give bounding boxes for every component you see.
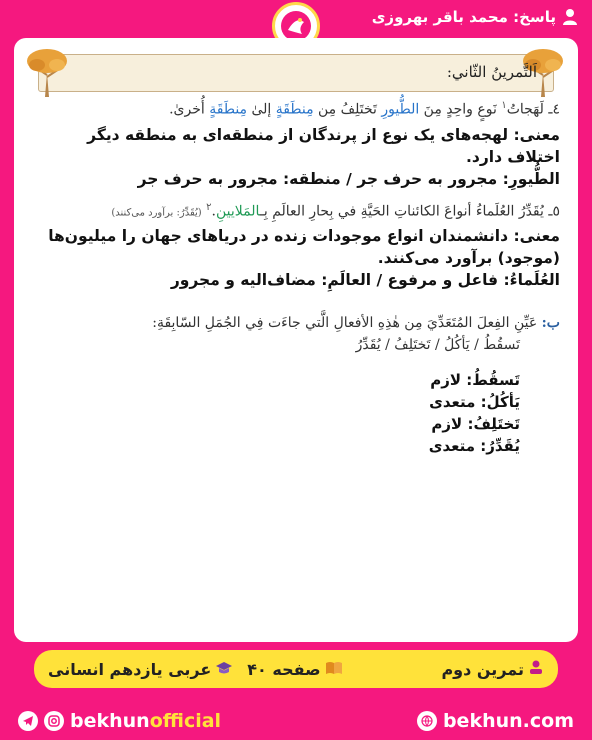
q4-text-part: نَوعٍ واحِدٍ مِنَ	[419, 101, 502, 118]
lesson-info	[441, 659, 544, 679]
highlighted-word: مِنطَقَةٍ	[209, 101, 248, 118]
q5-text-part: .	[211, 203, 216, 220]
question-number: ٥ـ	[548, 203, 560, 220]
exercise-content	[32, 100, 560, 457]
q4-text-part: تَختَلِفُ مِن	[313, 101, 382, 118]
user-icon	[562, 8, 578, 26]
website-link[interactable]	[417, 710, 574, 732]
question-number: ٤ـ	[548, 101, 560, 118]
question-5-meaning: معنی: دانشمندان انواع موجودات زنده در دریاهای جهان را میلیون‌ها (موجود) برآورد می‌کنند.	[48, 227, 560, 268]
book-info	[48, 660, 233, 679]
answer-item: تَختَلِفُ: لازم	[431, 415, 520, 434]
question-4-meaning: معنی: لهجه‌های یک نوع از پرندگان از منطقه‌ای به منطقه دیگر اختلاف دارد.	[87, 125, 560, 166]
q4-text-part: إلیٰ	[247, 101, 276, 118]
highlighted-word: مِنطَقَةٍ	[275, 101, 314, 118]
highlighted-word: الطُّیورِ	[381, 101, 420, 118]
footnote-marker: ۱	[501, 100, 507, 111]
question-4-arabic	[32, 100, 560, 118]
social-prefix: bekhun	[70, 710, 150, 732]
answer-item: یُقَدِّرُ: متعدی	[428, 437, 520, 456]
lesson-label: تمرین دوم	[441, 659, 524, 679]
social-handle-text	[70, 710, 221, 732]
part-b-label: ب:	[541, 315, 560, 332]
author-text: پاسخ: محمد باقر بهروزی	[371, 8, 556, 26]
answer-author	[372, 8, 578, 26]
page-book-group	[48, 660, 343, 679]
exercise-title: اَلتَّمرینُ الثّاني:	[446, 63, 537, 81]
social-handle[interactable]	[18, 710, 221, 732]
footer-bar	[34, 650, 558, 688]
answer-item: تَسقُطُ: لازم	[430, 371, 520, 390]
page-info	[247, 660, 342, 679]
page-label: صفحه ۴٠	[247, 659, 321, 679]
top-header	[0, 0, 592, 38]
footnote-text: (یُقَدِّرُ: برآورد می‌کنند)	[111, 207, 202, 219]
part-b-question-text: عَیِّنِ الفِعلَ المُتَعَدِّيَ مِن هٰذِهِ الأفعالِ الَّتي جاءَت فِي الجُمَلِ السّابِقَةِ:	[152, 315, 538, 332]
part-b-question	[32, 315, 560, 331]
footnote-marker: ۲	[206, 201, 212, 213]
graduation-cap-icon	[215, 660, 233, 679]
person-icon	[528, 659, 544, 679]
q5-text-part: یُقَدِّرُ العُلَماءُ أنواعَ الکائناتِ الحَیَّةِ في بِحارِ العالَمِ بِـ	[259, 203, 544, 220]
verbs-list: تَسقُطُ / یَأکُلُ / تَختَلِفُ / یُقَدِّرُ	[355, 337, 520, 354]
question-4-analysis: الطُّیورِ: مجرور به حرف جر / منطقه: مجرور به حرف جر	[137, 169, 560, 188]
content-card	[14, 38, 578, 642]
telegram-icon[interactable]	[18, 711, 38, 731]
answer-item: یَأکُلُ: متعدی	[429, 393, 520, 412]
social-suffix: official	[149, 710, 222, 732]
q4-text-part: أُخریٰ.	[169, 101, 210, 118]
globe-icon	[417, 711, 437, 731]
answers-list	[32, 369, 560, 457]
book-label: عربی یازدهم انسانی	[48, 659, 212, 679]
exercise-title-bar	[38, 54, 554, 92]
question-5-arabic	[32, 202, 560, 220]
highlighted-word: المَلایینِ	[215, 203, 260, 220]
book-icon	[325, 660, 343, 679]
website-text: bekhun.com	[442, 710, 574, 732]
instagram-icon[interactable]	[44, 711, 64, 731]
q4-text-part: لَهَجاتُ	[506, 101, 544, 118]
question-5-analysis: العُلَماءُ: فاعل و مرفوع / العالَمِ: مضاف‌الیه و مجرور	[170, 271, 560, 290]
tree-icon	[25, 47, 71, 103]
bottom-bar	[0, 702, 592, 740]
